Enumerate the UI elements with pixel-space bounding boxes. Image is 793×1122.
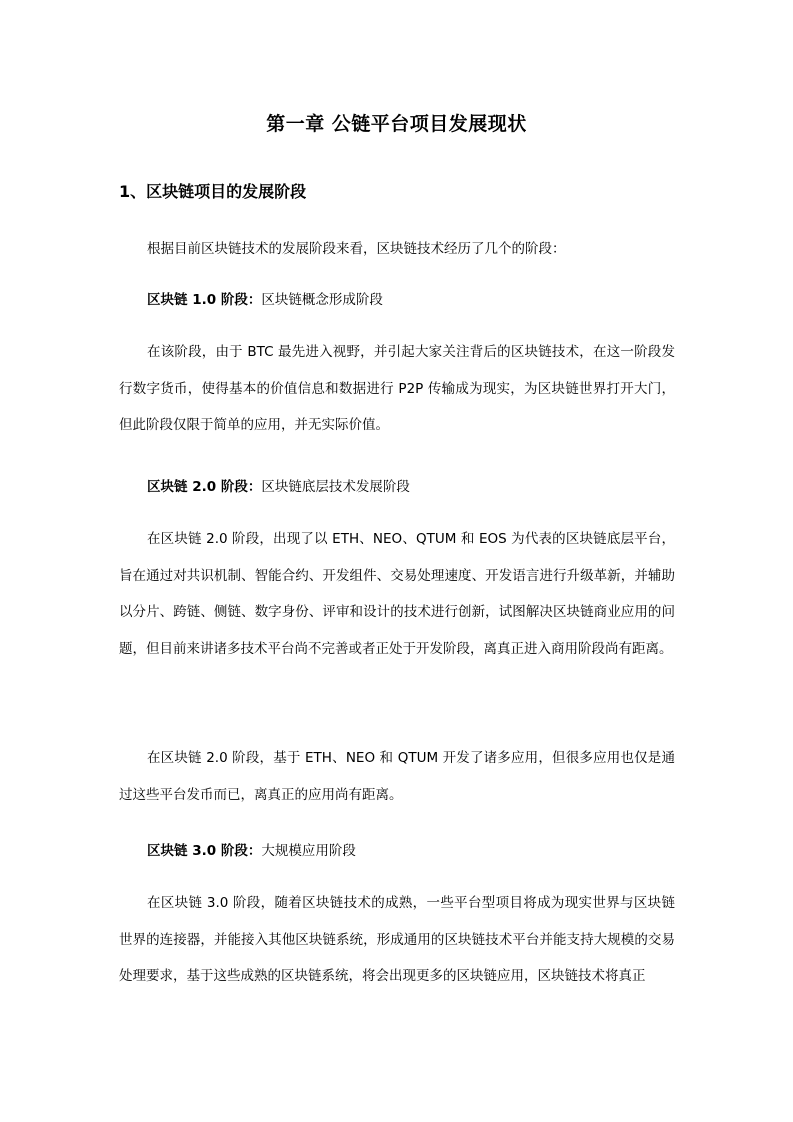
stage-1-label: 区块链 1.0 阶段： <box>147 292 262 308</box>
stage-2-paragraph-1: 在区块链 2.0 阶段，出现了以 ETH、NEO、QTUM 和 EOS 为代表的区块链底层平台，旨在通过对共识机制、智能合约、开发组件、交易处理速度、开发语言进行升级革新，并辅助以分片、跨链、侧链、数字身份、评审和设计的技术进行创新，试图解决区块链商业应用的问题，但目前来讲诸多技术平台尚不完善或者正处于开发阶段，离真正进入商用阶段尚有距离。 <box>119 531 675 657</box>
stage-3-heading <box>147 841 356 861</box>
stage-3-desc: 大规模应用阶段 <box>261 843 356 859</box>
chapter-title: 第一章 公链平台项目发展现状 <box>266 113 527 135</box>
stage-3-paragraph: 在区块链 3.0 阶段，随着区块链技术的成熟，一些平台型项目将成为现实世界与区块链世界的连接器，并能接入其他区块链系统，形成通用的区块链技术平台并能支持大规模的交易处理要求，基于这些成熟的区块链系统，将会出现更多的区块链应用，区块链技术将真正 <box>119 895 675 984</box>
section-heading: 1、区块链项目的发展阶段 <box>119 182 307 201</box>
stage-2-desc: 区块链底层技术发展阶段 <box>261 479 410 495</box>
stage-1-heading <box>147 290 383 310</box>
intro-paragraph: 根据目前区块链技术的发展阶段来看，区块链技术经历了几个的阶段： <box>147 241 566 257</box>
stage-2-paragraph-2: 在区块链 2.0 阶段，基于 ETH、NEO 和 QTUM 开发了诸多应用，但很多应用也仅是通过这些平台发币而已，离真正的应用尚有距离。 <box>119 750 675 803</box>
stage-1-paragraph: 在该阶段，由于 BTC 最先进入视野，并引起大家关注背后的区块链技术，在这一阶段发行数字货币，使得基本的价值信息和数据进行 P2P 传输成为现实，为区块链世界打开大门，但此阶段仅限于简单的应用，并无实际价值。 <box>119 344 675 433</box>
stage-1-desc: 区块链概念形成阶段 <box>261 292 383 308</box>
stage-2-heading <box>147 477 410 497</box>
stage-2-label: 区块链 2.0 阶段： <box>147 479 262 495</box>
stage-3-label: 区块链 3.0 阶段： <box>147 843 262 859</box>
